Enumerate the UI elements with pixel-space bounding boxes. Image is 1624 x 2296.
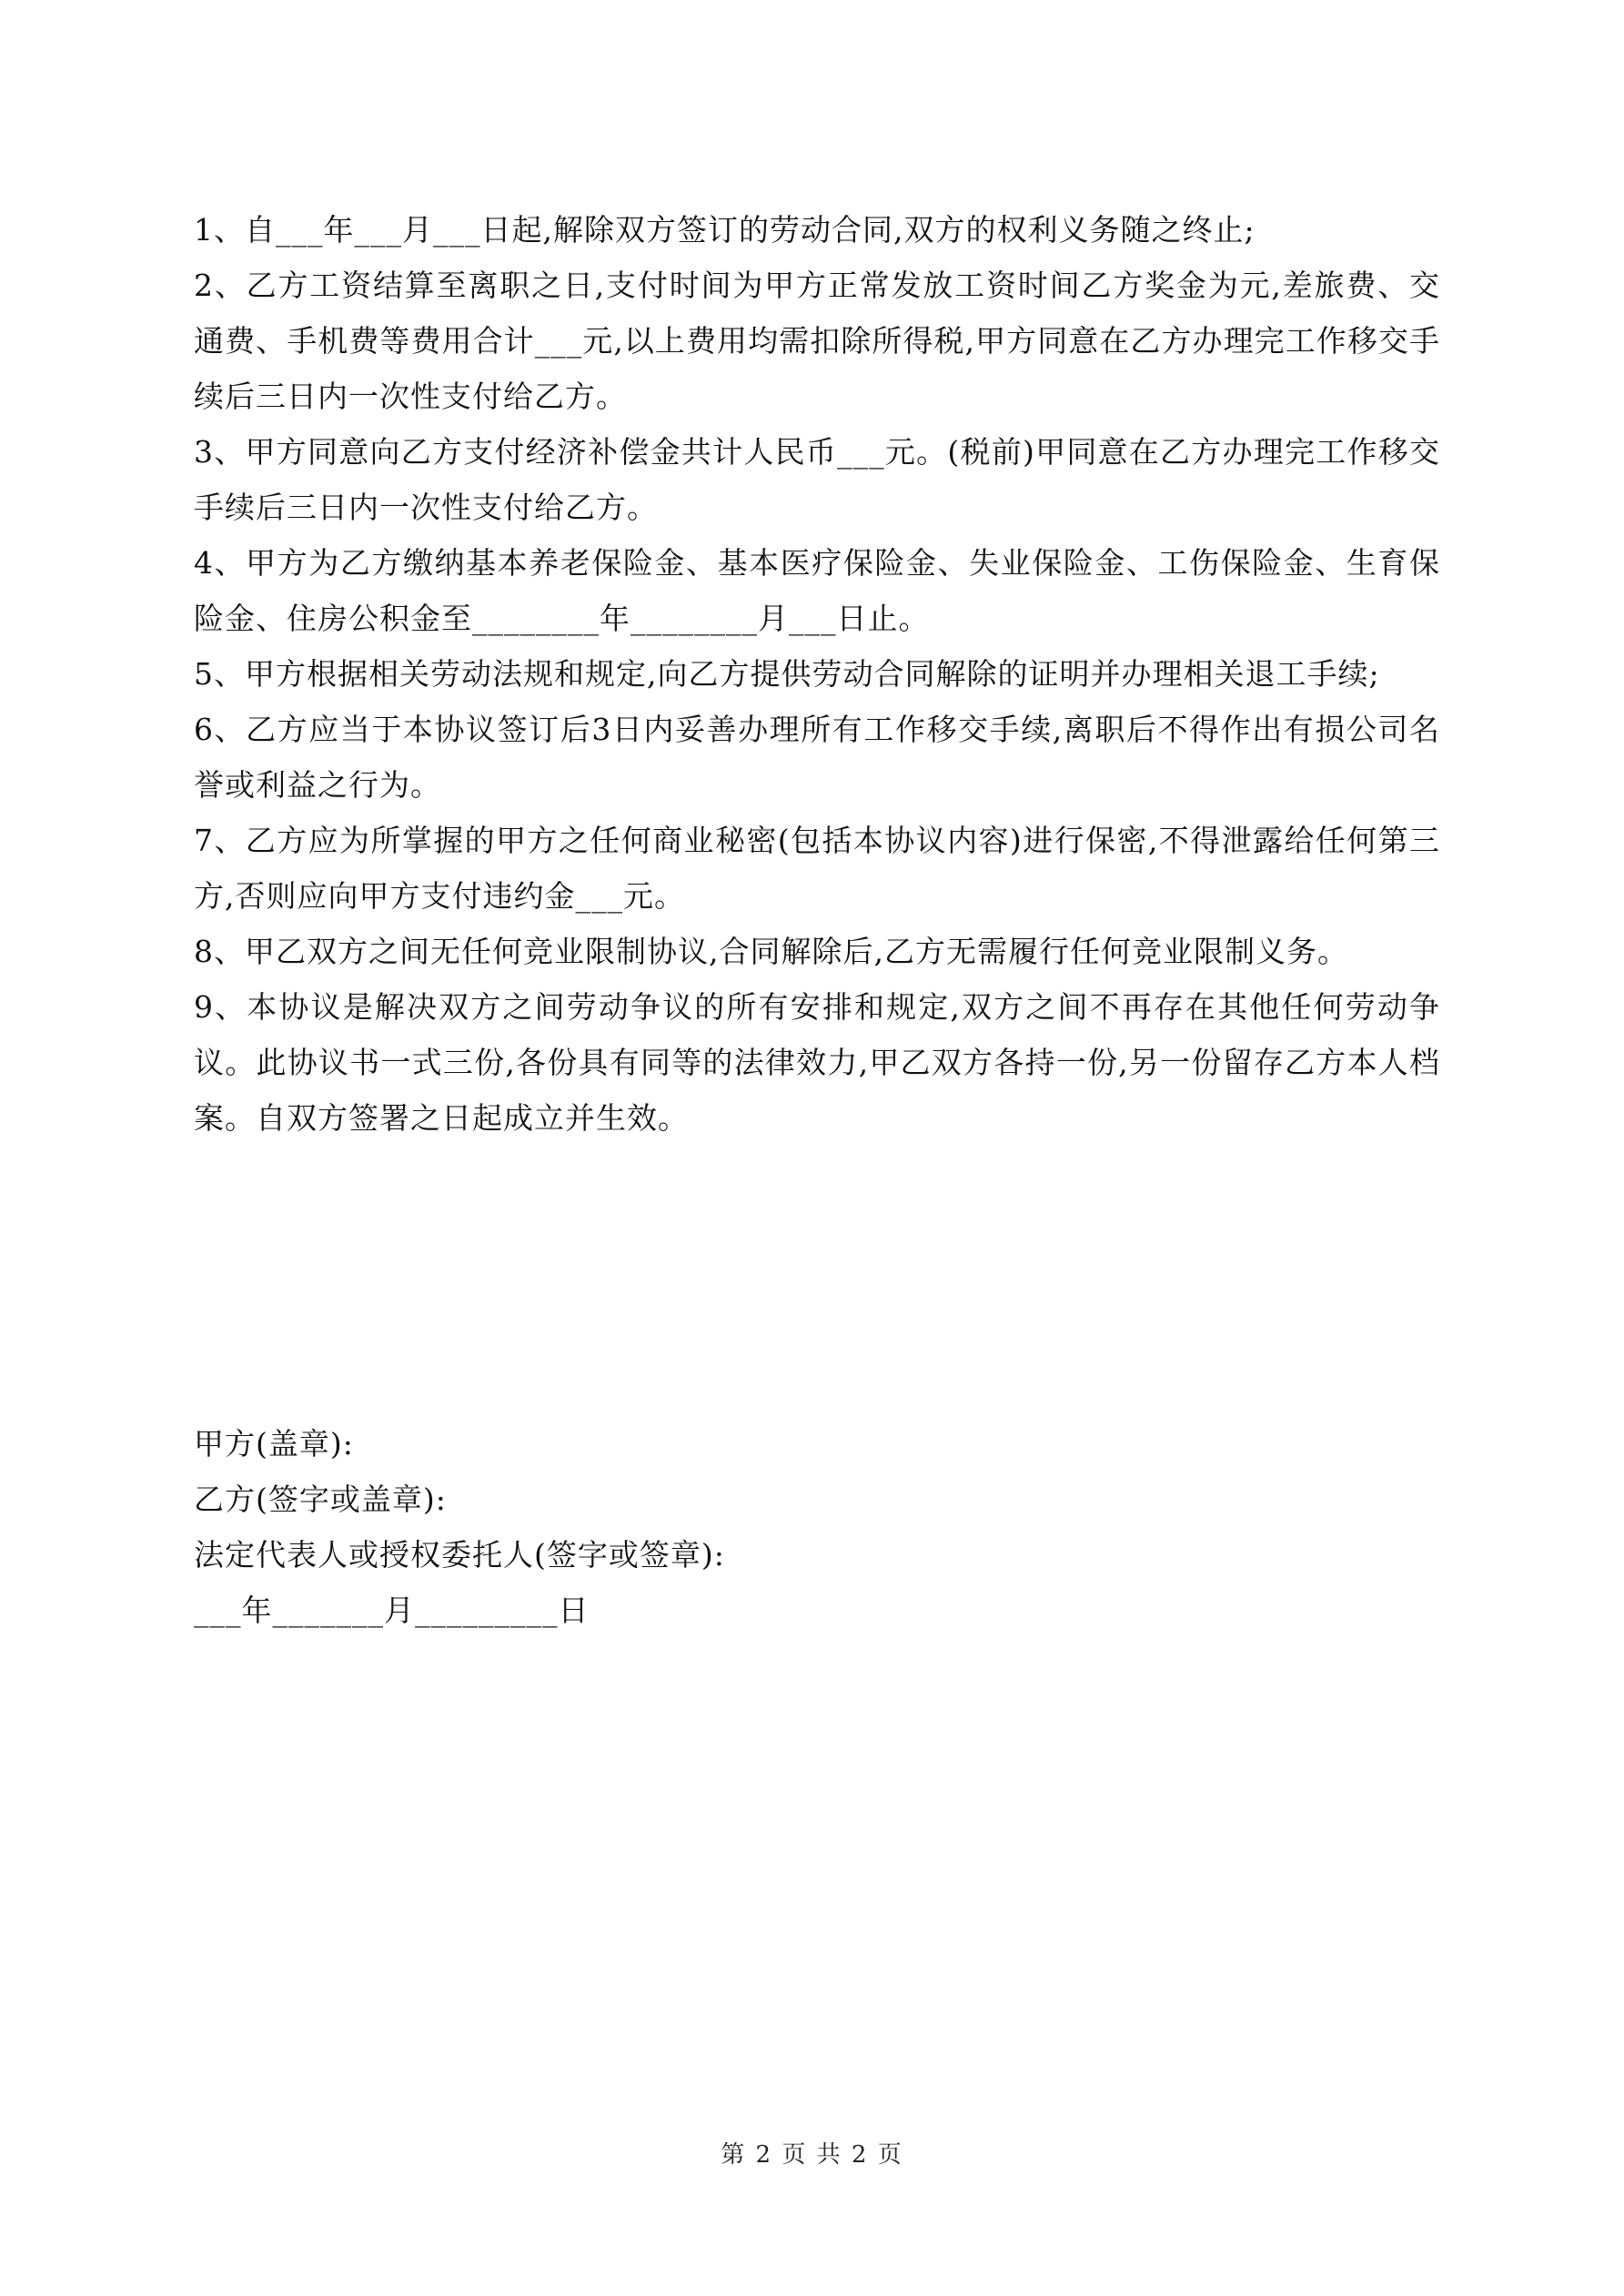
clause-9: 9、本协议是解决双方之间劳动争议的所有安排和规定,双方之间不再存在其他任何劳动争议。此协议书一式三份,各份具有同等的法律效力,甲乙双方各持一份,另一份留存乙方本人档案。自双方签署之日起成立并生效。 [194,989,1440,1136]
clause-3: 3、甲方同意向乙方支付经济补偿金共计人民币___元。(税前)甲同意在乙方办理完工作移交手续后三日内一次性支付给乙方。 [194,434,1440,525]
clause-8: 8、甲乙双方之间无任何竞业限制协议,合同解除后,乙方无需履行任何竞业限制义务。 [194,934,1348,969]
clause-6: 6、乙方应当于本协议签订后3日内妥善办理所有工作移交手续,离职后不得作出有损公司名誉或利益之行为。 [194,712,1440,803]
clause-7: 7、乙方应为所掌握的甲方之任何商业秘密(包括本协议内容)进行保密,不得泄露给任何第三方,否则应向甲方支付违约金___元。 [194,823,1440,914]
signature-date: ___年_______月_________日 [194,1593,590,1628]
clause-2: 2、乙方工资结算至离职之日,支付时间为甲方正常发放工资时间乙方奖金为元,差旅费、交通费、手机费等费用合计___元,以上费用均需扣除所得税,甲方同意在乙方办理完工作移交手续后三日内一次性支付给乙方。 [194,268,1440,414]
clause-4: 4、甲方为乙方缴纳基本养老保险金、基本医疗保险金、失业保险金、工伤保险金、生育保险金、住房公积金至________年________月___日止。 [194,545,1440,636]
clause-5: 5、甲方根据相关劳动法规和规定,向乙方提供劳动合同解除的证明并办理相关退工手续; [194,656,1380,692]
page-footer [0,2139,1624,2171]
clause-1: 1、自___年___月___日起,解除双方签订的劳动合同,双方的权利义务随之终止; [194,212,1256,248]
signature-block [194,1416,1377,1638]
agreement-clauses [194,202,1440,1146]
representative-signature: 法定代表人或授权委托人(签字或签章): [194,1537,725,1573]
page-number: 第 2 页 共 2 页 [721,2141,903,2169]
party-b-signature: 乙方(签字或盖章): [194,1482,447,1517]
party-a-signature: 甲方(盖章): [194,1426,354,1462]
